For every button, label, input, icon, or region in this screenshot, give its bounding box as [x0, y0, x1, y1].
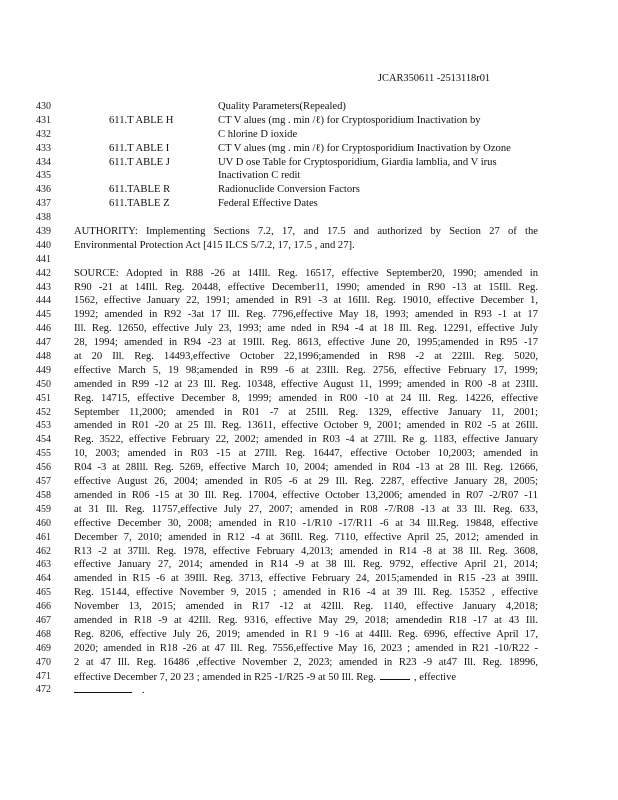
table-reference-label: 611.T ABLE H — [109, 114, 174, 126]
line-text: 2 at 47 Ill. Reg. 16486 ,effective November 2, 2023; amended in R23 -9 at47 Ill. Reg. 18996, — [74, 656, 538, 668]
line-number: 430 — [36, 101, 51, 112]
line-text: effective December 30, 2008; amended in R10 -1/R10 -17/R11 -6 at 34 Ill.Reg. 19848, effective — [74, 517, 538, 529]
line-text: November 13, 2015; amended in R17 -12 at 42Ill. Reg. 1140, effective January 4,2018; — [74, 601, 538, 613]
line-number: 462 — [36, 545, 51, 557]
document-line — [0, 350, 618, 364]
line-text: amended in R06 -15 at 30 Ill. Reg. 17004, effective October 13,2006; amended in R07 -2/R07 -11 — [74, 489, 538, 501]
document-line — [0, 364, 618, 378]
line-number: 460 — [36, 517, 51, 529]
document-line — [0, 183, 618, 197]
line-number: 436 — [36, 184, 51, 196]
document-line — [0, 128, 618, 142]
fill-in-blank — [380, 670, 410, 680]
document-line — [0, 475, 618, 489]
line-number: 454 — [36, 434, 51, 446]
document-line — [0, 169, 618, 183]
document-line — [0, 572, 618, 586]
line-text: R90 -21 at 14Ill. Reg. 20448, effective December11, 1990; amended in R90 -13 at 15Ill. Reg. — [74, 281, 538, 293]
document-line — [0, 461, 618, 475]
line-text: effective March 5, 19 98;amended in R99 -6 at 23Ill. Reg. 2756, effective February 17, 1999; — [74, 364, 538, 376]
line-number: 472 — [36, 684, 51, 696]
document-line — [0, 545, 618, 559]
line-number: 456 — [36, 462, 51, 474]
table-reference-description: UV D ose Table for Cryptosporidium, Giardia lamblia, and V irus — [218, 156, 497, 168]
line-number: 453 — [36, 420, 51, 432]
line-text: effective January 27, 2014; amended in R14 -9 at 38 Ill. Reg. 9792, effective April 21, 2014; — [74, 559, 538, 571]
table-reference-label: 611.T ABLE J — [109, 156, 170, 168]
line-number: 461 — [36, 531, 51, 543]
document-line — [0, 322, 618, 336]
document-line — [0, 225, 618, 239]
document-line — [0, 614, 618, 628]
line-number: 449 — [36, 364, 51, 376]
line-number: 459 — [36, 503, 51, 515]
document-line — [0, 114, 618, 128]
line-number: 450 — [36, 378, 51, 390]
line-text-segment: effective December 7, 20 23 ; amended in R25 -1/R25 -9 at 50 Ill. Reg. — [74, 671, 376, 683]
line-text: R04 -3 at 28Ill. Reg. 5269, effective March 10, 2004; amended in R04 -13 at 28 Ill. Reg. 12666, — [74, 462, 538, 474]
table-reference-description: Radionuclide Conversion Factors — [218, 184, 360, 196]
document-line — [0, 392, 618, 406]
line-text: 1992; amended in R92 -3at 17 Ill. Reg. 7796,effective May 18, 1993; amended in R93 -1 at 17 — [74, 309, 538, 321]
line-number: 457 — [36, 476, 51, 488]
document-line — [0, 656, 618, 670]
line-number: 471 — [36, 670, 51, 682]
line-number: 470 — [36, 656, 51, 668]
document-line — [0, 517, 618, 531]
line-text: September 11,2000; amended in R01 -7 at 25Ill. Reg. 1329, effective January 11, 2001; — [74, 406, 538, 418]
line-number: 442 — [36, 267, 51, 279]
line-number: 433 — [36, 142, 51, 154]
document-line — [0, 308, 618, 322]
line-text: amended in R15 -6 at 39Ill. Reg. 3713, effective February 24, 2015;amended in R15 -23 at 39Ill. — [74, 573, 538, 585]
document-line — [0, 267, 618, 281]
table-reference-description: Quality Parameters(Repealed) — [218, 101, 346, 112]
table-reference-label: 611.TABLE Z — [109, 198, 170, 210]
line-text: December 7, 2010; amended in R12 -4 at 36Ill. Reg. 7110, effective April 25, 2012; amended in — [74, 531, 538, 543]
line-text: SOURCE: Adopted in R88 -26 at 14Ill. Reg. 16517, effective September20, 1990; amended in — [74, 267, 538, 279]
line-number: 465 — [36, 587, 51, 599]
document-id-header: JCAR350611 -2513118r01 — [378, 73, 491, 84]
line-text — [74, 683, 538, 698]
table-reference-description: C hlorine D ioxide — [218, 128, 298, 140]
line-number: 443 — [36, 281, 51, 293]
line-text: 10, 2003; amended in R03 -15 at 27Ill. Reg. 16447, effective October 10,2003; amended in — [74, 448, 538, 460]
document-line — [0, 628, 618, 642]
document-line — [0, 378, 618, 392]
table-reference-label: 611.T ABLE I — [109, 142, 170, 154]
line-number: 455 — [36, 448, 51, 460]
line-number: 458 — [36, 489, 51, 501]
line-number: 464 — [36, 573, 51, 585]
document-line — [0, 586, 618, 600]
table-reference-label: 611.TABLE R — [109, 184, 171, 196]
line-number: 446 — [36, 323, 51, 335]
line-text: Environmental Protection Act [415 ILCS 5/7.2, 17, 17.5 , and 27]. — [74, 239, 355, 251]
line-number: 467 — [36, 614, 51, 626]
fill-in-blank — [74, 683, 132, 693]
line-text: Ill. Reg. 12650, effective July 23, 1993; ame nded in R94 -4 at 18 Ill. Reg. 12291, effective July — [74, 323, 538, 335]
document-line — [0, 281, 618, 295]
document-line — [0, 211, 618, 225]
line-text: amended in R18 -9 at 42Ill. Reg. 9316, effective May 29, 2018; amendedin R18 -17 at 43 Ill. — [74, 614, 538, 626]
document-line — [0, 489, 618, 503]
line-number: 451 — [36, 392, 51, 404]
document-line — [0, 406, 618, 420]
document-line — [0, 197, 618, 211]
line-number: 447 — [36, 337, 51, 349]
document-line — [0, 670, 618, 684]
line-number: 437 — [36, 198, 51, 210]
line-number: 444 — [36, 295, 51, 307]
line-number: 469 — [36, 642, 51, 654]
document-line — [0, 142, 618, 156]
document-line — [0, 156, 618, 170]
document-line — [0, 531, 618, 545]
document-line — [0, 239, 618, 253]
document-line — [0, 503, 618, 517]
table-reference-description: Federal Effective Dates — [218, 198, 318, 210]
document-line — [0, 642, 618, 656]
line-number: 440 — [36, 239, 51, 251]
document-line — [0, 100, 618, 114]
line-text: 2020; amended in R18 -26 at 47 Ill. Reg. 7556,effective May 16, 2023 ; amended in R21 -10/R22 - — [74, 642, 538, 654]
line-number: 448 — [36, 351, 51, 363]
line-text: Reg. 15144, effective November 9, 2015 ; amended in R16 -4 at 39 Ill. Reg. 15352 , effective — [74, 587, 538, 599]
line-text: R13 -2 at 37Ill. Reg. 1978, effective February 4,2013; amended in R14 -8 at 38 Ill. Reg. 3608, — [74, 545, 538, 557]
line-number: 468 — [36, 628, 51, 640]
line-number: 432 — [36, 128, 51, 140]
table-reference-description: CT V alues (mg . min /ℓ) for Cryptosporidium Inactivation by — [218, 114, 481, 126]
line-text: effective August 26, 2004; amended in R05 -6 at 29 Ill. Reg. 2287, effective January 28, 2005; — [74, 476, 538, 488]
document-line — [0, 447, 618, 461]
line-text: Reg. 8206, effective July 26, 2019; amended in R1 9 -16 at 44Ill. Reg. 6996, effective April 17, — [74, 628, 538, 640]
line-text-segment: . — [142, 685, 145, 697]
line-number: 441 — [36, 253, 51, 265]
line-number: 463 — [36, 559, 51, 571]
line-text: amended in R01 -20 at 25 Ill. Reg. 13611, effective October 9, 2001; amended in R02 -5 at 26Ill. — [74, 420, 538, 432]
line-text-segment: , effective — [413, 671, 457, 683]
line-text: at 20 Ill. Reg. 14493,effective October 22,1996;amended in R98 -2 at 22Ill. Reg. 5020, — [74, 351, 538, 363]
document-line — [0, 433, 618, 447]
line-number: 431 — [36, 114, 51, 126]
line-number: 439 — [36, 226, 51, 238]
line-number: 466 — [36, 601, 51, 613]
document-line — [0, 253, 618, 267]
line-text: 28, 1994; amended in R94 -23 at 19Ill. Reg. 8613, effective June 20, 1995;amended in R95 -17 — [74, 337, 538, 349]
line-number: 452 — [36, 406, 51, 418]
line-number: 435 — [36, 170, 51, 182]
line-number: 438 — [36, 212, 51, 224]
table-reference-description: Inactivation C redit — [218, 170, 301, 182]
line-text: at 31 Ill. Reg. 11757,effective July 27, 2007; amended in R08 -7/R08 -13 at 33 Ill. Reg. 633, — [74, 503, 538, 515]
line-text: Reg. 3522, effective February 22, 2002; amended in R03 -4 at 27Ill. Re g. 1183, effective January — [74, 434, 538, 446]
line-text: 1562, effective January 22, 1991; amended in R91 -3 at 16Ill. Reg. 19010, effective December 1, — [74, 295, 538, 307]
line-text — [74, 670, 538, 685]
document-line — [0, 600, 618, 614]
table-reference-description: CT V alues (mg . min /ℓ) for Cryptosporidium Inactivation by Ozone — [218, 142, 511, 154]
line-number: 434 — [36, 156, 51, 168]
line-text: Reg. 14715, effective December 8, 1999; amended in R00 -10 at 24 Ill. Reg. 14226, effective — [74, 392, 538, 404]
line-number: 445 — [36, 309, 51, 321]
document-line — [0, 294, 618, 308]
line-text: amended in R99 -12 at 23 Ill. Reg. 10348, effective August 11, 1999; amended in R00 -8 at 23Ill. — [74, 378, 538, 390]
line-text: AUTHORITY: Implementing Sections 7.2, 17, and 17.5 and authorized by Section 27 of the — [74, 226, 538, 238]
document-line — [0, 336, 618, 350]
document-line — [0, 558, 618, 572]
document-line — [0, 419, 618, 433]
document-line — [0, 683, 618, 697]
document-body — [0, 100, 618, 697]
